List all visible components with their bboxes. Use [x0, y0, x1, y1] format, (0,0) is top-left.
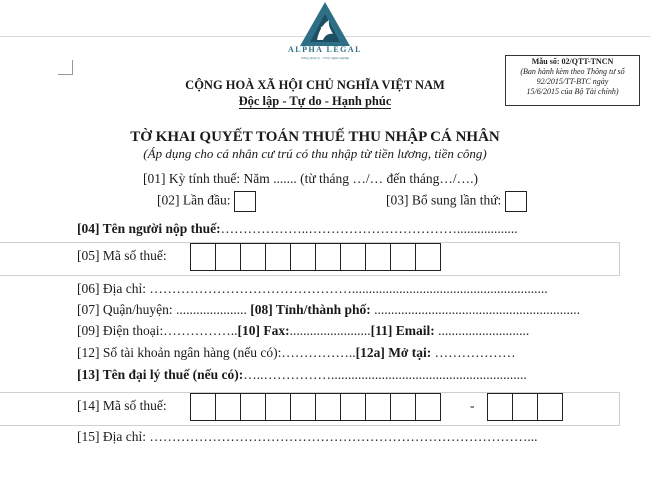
field-02-first-time: [157, 191, 256, 212]
agent-tax-code-digit[interactable]: [290, 393, 316, 421]
agent-branch-digit[interactable]: [512, 393, 538, 421]
tax-code-digit[interactable]: [390, 243, 416, 271]
field-12a-dots[interactable]: ………………: [431, 345, 516, 360]
agent-tax-code-digit[interactable]: [215, 393, 241, 421]
field-09-phone[interactable]: [09] Điện thoại:……………..: [77, 323, 238, 338]
page-title: TỜ KHAI QUYẾT TOÁN THUẾ THU NHẬP CÁ NHÂN: [130, 129, 500, 145]
agent-tax-code-digit[interactable]: [240, 393, 266, 421]
tax-code-digit[interactable]: [365, 243, 391, 271]
field-13-dots[interactable]: …..……………..........................................................: [243, 367, 527, 382]
field-12a-label: [12a] Mở tại:: [355, 345, 432, 360]
field-11-label: [11] Email:: [370, 323, 435, 338]
field-13-tax-agent-name: [77, 367, 527, 383]
first-time-checkbox[interactable]: [234, 191, 256, 212]
field-08-label: [08] Tỉnh/thành phố:: [250, 302, 371, 317]
agent-tax-code-digit[interactable]: [340, 393, 366, 421]
margin-corner-mark: [58, 60, 73, 75]
motto-heading: [0, 94, 640, 109]
field-10-dots[interactable]: ........................: [289, 323, 371, 338]
field-15-agent-address[interactable]: [15] Địa chỉ: …………………………………………………………………………...: [77, 429, 538, 444]
agent-branch-digit[interactable]: [487, 393, 513, 421]
field-06-address[interactable]: [06] Địa chỉ: ………………………………………..........................................................: [77, 281, 548, 296]
tax-code-separator: -: [470, 398, 475, 413]
tax-code-digit[interactable]: [340, 243, 366, 271]
field-07-district[interactable]: [07] Quận/huyện: .....................: [77, 302, 247, 317]
tax-code-digit[interactable]: [415, 243, 441, 271]
tax-code-digit[interactable]: [215, 243, 241, 271]
field-03-label: [03] Bổ sung lần thứ:: [386, 192, 502, 208]
page-subtitle: (Áp dụng cho cá nhân cư trú có thu nhập từ tiền lương, tiền công): [143, 146, 487, 161]
agent-branch-digit-boxes: [488, 393, 563, 421]
agent-branch-digit[interactable]: [537, 393, 563, 421]
tax-code-digit[interactable]: [315, 243, 341, 271]
tax-code-digit[interactable]: [265, 243, 291, 271]
motto-text: Độc lập - Tự do - Hạnh phúc: [238, 94, 392, 108]
tax-code-digit[interactable]: [290, 243, 316, 271]
field-09-11-contact: [77, 323, 529, 339]
form-note-line: 15/6/2015 của Bộ Tài chính): [526, 87, 619, 96]
agent-tax-code-digit[interactable]: [415, 393, 441, 421]
field-10-label: [10] Fax:: [237, 323, 290, 338]
agent-tax-code-digit-boxes: [191, 393, 441, 421]
field-14-label: [14] Mã số thuế:: [77, 398, 167, 413]
field-07-08-district-province: [77, 302, 580, 318]
agent-tax-code-digit[interactable]: [390, 393, 416, 421]
agent-tax-code-digit[interactable]: [315, 393, 341, 421]
field-05-label: [05] Mã số thuế:: [77, 248, 167, 263]
field-02-label: [02] Lần đầu:: [157, 192, 231, 208]
tax-code-digit[interactable]: [240, 243, 266, 271]
tax-code-digit-boxes: [191, 243, 441, 271]
field-04-dots[interactable]: ………………..……………………………..................: [220, 221, 518, 236]
agent-tax-code-digit[interactable]: [265, 393, 291, 421]
form-code: Mẫu số: 02/QTT-TNCN: [531, 57, 614, 66]
field-03-supplement: [386, 191, 527, 212]
agent-tax-code-digit[interactable]: [365, 393, 391, 421]
tax-code-digit[interactable]: [190, 243, 216, 271]
field-13-label: [13] Tên đại lý thuế (nếu có):: [77, 367, 244, 382]
agent-tax-code-digit[interactable]: [190, 393, 216, 421]
form-note-line: 92/2015/TT-BTC ngày: [536, 77, 609, 86]
field-01-tax-period: [01] Kỳ tính thuế: Năm ....... (từ tháng …/… đến tháng…/….): [143, 171, 479, 186]
republic-heading: CỘNG HOÀ XÃ HỘI CHỦ NGHĨA VIỆT NAM: [185, 78, 445, 92]
supplement-number-box[interactable]: [505, 191, 527, 212]
logo-tagline: Vững pháp lý - Vượt nghĩa nghiệp: [300, 56, 350, 60]
field-12-bank-account: [77, 345, 516, 361]
field-04-taxpayer-name: [77, 221, 518, 237]
field-04-label: [04] Tên người nộp thuế:: [77, 221, 221, 236]
form-note-line: (Ban hành kèm theo Thông tư số: [520, 67, 625, 76]
field-11-dots[interactable]: ...........................: [434, 323, 530, 338]
field-12-account[interactable]: [12] Số tài khoản ngân hàng (nếu có):……………..: [77, 345, 356, 360]
field-08-dots[interactable]: .............................................................: [370, 302, 581, 317]
logo-name: ALPHA LEGAL: [287, 45, 363, 54]
